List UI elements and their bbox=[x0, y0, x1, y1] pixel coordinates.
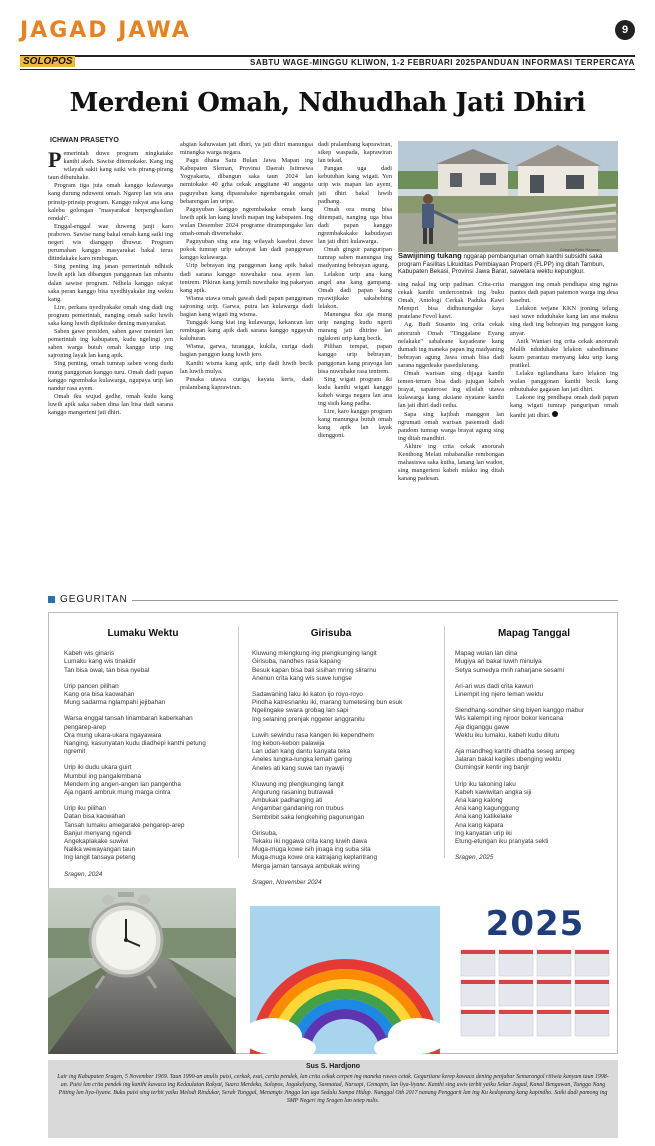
column-divider bbox=[444, 626, 445, 858]
alarm-clock-image bbox=[48, 888, 236, 1054]
poem-line: Angekaplakake suwiwi bbox=[64, 838, 129, 846]
paragraph: Lire, perkara nyediyakake omah sing dadi ing program pemerintah, nanging omah saiki luwih saka kang luwih dipikirake dening masyarakat. bbox=[48, 303, 173, 327]
issue-date: SABTU WAGE-MINGGU KLIWON, 1-2 FEBRUARI 2025 bbox=[250, 58, 476, 67]
stanza bbox=[64, 805, 222, 862]
poem-line: Muga-muga kowe ora katrajang keplantrang bbox=[252, 854, 378, 862]
stanza bbox=[252, 691, 410, 724]
alarm-clock-illustration bbox=[48, 888, 236, 1054]
stanza bbox=[64, 650, 222, 675]
poem-line: Ing langit tansaya peteng bbox=[64, 854, 136, 862]
paragraph: Saben gawe presiden, saben gawe menteri lan pemerintah ing kabupaten, kudu ngelingi yen saben warga butuh omah kanggo urip ing sajroning layak lan kang apik. bbox=[48, 328, 173, 360]
poem-line: Anenun crita kang wis suwe lungse bbox=[252, 674, 352, 682]
paragraph: Urip bebrayan ing panggonan kang apik bakal dadi sarana kanggo nuwuhake rasa ayem lan tentrem. Pikiran kang jernih nuwuhake ing pakaryan kang apik. bbox=[180, 262, 313, 294]
poem-line: Ing kebon-kebon palawija bbox=[252, 740, 325, 748]
page-number: 9 bbox=[615, 20, 635, 40]
poem-line: Kabeh kawiwitan angka siji bbox=[455, 788, 532, 796]
paragraph: sing nakal ing urip padinan. Crita-crita cekak kanthi undercontrak ing buku Omah, Antologi Cerkak Paduka Kawi Mempri bisa didhunungake kaya pratelane Fevol kawi. bbox=[398, 281, 504, 321]
poem-line: Ora mung ukara-ukara ngayawara bbox=[64, 731, 162, 739]
poem-line: Muga-muga kowe isih jinaga ing suba sita bbox=[252, 846, 371, 854]
paragraph: Sing penting, omah tumrap saben wong dudu mung panggonan kanggo turu. Omah dadi papan kanggo ngrembaka kulawarga, ngupaya urip lan nandur rasa ayem. bbox=[48, 360, 173, 392]
poem-line: Angurung rasaning butrawali bbox=[252, 789, 334, 797]
poem-line: Kluwung mlengkung ing plengkunging langit bbox=[252, 650, 377, 658]
poem-line: Mumbul ing pangalembana bbox=[64, 772, 142, 780]
poem-line: Mendem ing angen-angen lan pangentha bbox=[64, 780, 181, 788]
geguritan-section-header bbox=[48, 594, 618, 606]
paragraph: Lakone ing pendhapa omah dadi papan kang wigati tumrap panguripan omah kanthi jati dhiri. bbox=[510, 394, 618, 419]
poem-line: Warsa enggal tansah linambaran kaberkahan bbox=[64, 715, 193, 723]
paragraph: Omah ora mung bisa ditempati, nanging uga bisa dadi papan kanggo ngrembakakake kabudayan lan jati dhiri kulawarga. bbox=[318, 205, 392, 246]
end-of-article-icon bbox=[552, 411, 558, 417]
poem-line: Ing selaning prenjak nggeter anggranitu bbox=[252, 715, 365, 723]
poem-line: Angambar gandaning ron trubus bbox=[252, 805, 344, 813]
poem-title: Lumaku Wektu bbox=[107, 628, 179, 639]
poem-line: Kabeh wis ginaris bbox=[64, 650, 115, 658]
article-photo bbox=[398, 141, 618, 252]
stanza bbox=[455, 781, 613, 847]
poem-line: Wektu iku lumaku, kabeh kudu diluru bbox=[455, 731, 560, 739]
poem-line: Gumingsir kentir ing banjir bbox=[455, 764, 530, 772]
page-header bbox=[20, 12, 635, 74]
poem-line: Ana kang kagunggung bbox=[455, 805, 519, 813]
paragraph: Sapa sing kajibah manggon lan ngrumati omah warisan pasemudi dadi pandom tumrap warga brayat agung sing ing ditah mandhiri. bbox=[398, 410, 504, 442]
poem-line: Ngelingake swara grobag lan sapi bbox=[252, 707, 349, 715]
paragraph: Enggal-enggal wae duweng janji karo prabowo. Sawise nang bakal omah kang saiki ing negeri wis dianggep dhuwur. Program perumahan kanggo masyarakat bakal terus ditindakake karo rembugan. bbox=[48, 222, 173, 263]
solopos-logo: SOLOPOS bbox=[20, 56, 75, 67]
poem-lumaku-wektu bbox=[64, 630, 222, 879]
poem-line: Ana kang kapara bbox=[455, 821, 504, 829]
author-bio-box bbox=[48, 1060, 618, 1138]
drop-cap: P bbox=[48, 150, 62, 172]
calendar-year: 2025 bbox=[485, 904, 585, 944]
paragraph: Program tiga juta omah kanggo kulawarga kang durung nduweni omah. Ngarep lan wis ana prinsip-prinsip program. Kanggo rakyat ana kang kalebu golongan "masyarakat berpenghasilan rendah". bbox=[48, 182, 173, 222]
paragraph: Lire, karo kanggo program kang manungsa butuh omah kang apik lan layak dienggoni. bbox=[318, 408, 392, 440]
poem-line: Girisuba, nandhes rasa kapang bbox=[252, 658, 341, 666]
poem-line: Ana kang katikelake bbox=[455, 813, 513, 821]
section-title: JAGAD JAWA bbox=[20, 18, 191, 43]
paragraph: Pusaka utawa curiga, kayata keris, dadi pralambang kaprawiran. bbox=[180, 375, 313, 391]
article-column-5 bbox=[510, 281, 618, 581]
poem-line: Mugiya ari bakal luwih minulya bbox=[455, 658, 542, 666]
poem-line: Sembribit saka lengkehing pagunungan bbox=[252, 813, 365, 821]
article-column-4 bbox=[398, 281, 504, 581]
author-name: Sus S. Hardjono bbox=[305, 1063, 361, 1070]
poem-line: Ambukak padhanging ati bbox=[252, 797, 323, 805]
poem-line: pengarep-arep bbox=[64, 723, 106, 731]
poem-line: Kang ora bisa kaowahan bbox=[64, 691, 135, 699]
poem-line: Urip pancen pilihan bbox=[64, 682, 119, 690]
paragraph: Kanthi wisma kang apik, urip dadi luwih becik lan luwih mulya. bbox=[180, 359, 313, 375]
poem-title: Girisuba bbox=[310, 628, 352, 639]
paragraph: Lelakon urip ana kang angel ana kang gampang. Omah dadi papan kang nyawijikake sakabehing lelakon. bbox=[318, 270, 392, 310]
calendar-2025-image bbox=[455, 900, 615, 1050]
paragraph: Sing penting ing janan pemerintah ndhisik luwih apik lan dibangun panggonan lan mbantu dalan sawise program. Ndhela kanggo rakyat saka peran kanggo bisa nyedhiyakake ing wektu kang. bbox=[48, 263, 173, 303]
poem-line: Lumaku kang wis tinakdir bbox=[64, 658, 136, 666]
paragraph: Ag. Budi Susanto ing crita cekak anorurah Omah "Tinggalane Eyang nelakake" sabaleane kayadeane kang dumadi ing maneka papan ing madyaning bebrayan agung Jawa omah bisa dadi sarana nggedeake pasedulurang. bbox=[398, 321, 504, 369]
stanza bbox=[64, 764, 222, 797]
poem-line: Setya sumedya mrih raharjane sesami bbox=[455, 666, 565, 674]
article-headline: Merdeni Omah, Ndhudhah Jati Dhiri bbox=[69, 88, 586, 118]
stanza bbox=[64, 715, 222, 756]
stanza bbox=[455, 650, 613, 675]
article-column-1 bbox=[48, 150, 173, 580]
poem-line: Pindha katresnanku iki, marang tumetesing bun esuk bbox=[252, 699, 403, 707]
poem-line: Kluwung ing plengkunging langit bbox=[252, 780, 344, 788]
caption-text: nggarap pembangunan omah kanthi subsidhi saka program Fasilitas Likuiditas Pembiayaan Properti (FLPP) ing ditah Tambun, Kabupaten Bekasi, Provinsi Jawa Barat, sawetara wektu kepungkur. bbox=[398, 253, 605, 275]
stanza bbox=[252, 650, 410, 683]
poem-line: Merga jaman tansaya ambukak wiring bbox=[252, 862, 360, 870]
poem-line: Datan bisa kaowahan bbox=[64, 813, 126, 821]
paragraph: Pemerintah duwe program ningkatake kanthi akeh. Sawise ditemokake. Kang ing wilayah sakit kang saiki wis pirang-pirang taun dibutuhake. bbox=[48, 150, 173, 182]
poem-line: Urip iku pilihan bbox=[64, 805, 106, 813]
poem-girisuba bbox=[252, 630, 410, 887]
paragraph: abgian kahuwatan jati dhiri, ya jati dhiri manungsa minangka warga negara. bbox=[180, 141, 313, 157]
poem-line: Ana kang kalong bbox=[455, 797, 503, 805]
stanza bbox=[455, 683, 613, 699]
poem-line: Besuk kapan bisa bali sisihan mring slirarnu bbox=[252, 666, 377, 674]
poem-line: Nalika wewayangan taun bbox=[64, 846, 136, 854]
paragraph: Wisma, garwa, turangga, kukila, curiga dadi bagian panggon kang luwih jero. bbox=[180, 343, 313, 359]
paragraph: Lelaku ngilandhana karo lelakon ing wulan panggonan kanthi becik kang mbutuhake gagasan lan jati dhiri. bbox=[510, 370, 618, 394]
paragraph: Omah warisan sing dijaga kanthi temen-temen bisa dadi jujugan kabeh brayat, sapaterose ing silsilah utawa kulawarga kang aksiane nyatane kanthi lan jati dhiri dadi cetha. bbox=[398, 370, 504, 410]
poem-line: Aja nganti ambruk mung marga cintra bbox=[64, 789, 171, 797]
poem-line: Aja diganggu gawe bbox=[455, 723, 510, 731]
section-label: GEGURITAN bbox=[60, 594, 128, 605]
paragraph: manggon ing omah pendhapa sing ngiras pantes dadi papan patemon warga ing desa kasebut. bbox=[510, 281, 618, 305]
article-column-3 bbox=[318, 141, 392, 581]
poem-line: ngremit bbox=[64, 748, 86, 756]
poem-signature: Sragen, 2024 bbox=[64, 870, 103, 878]
poem-line: Wis kalempit ing njroor bokor kencana bbox=[455, 715, 564, 723]
poem-line: Aja mandheg kanthi dhadha seseg ampeg bbox=[455, 748, 575, 756]
paragraph: Sing wigati program iki kudu kanthi wigati kanggo kabeh warga negara lan ana ing sisih kang padha. bbox=[318, 375, 392, 407]
header-rule-bottom bbox=[20, 69, 635, 70]
author-bio: Lair ing Kabupaten Sragen, 5 November 1969. Taun 1990-an anulis puisi, cerkak, esai, cerita pendek, lan crita cekak cerpen ing maneka ruwes cetak. Geguritane kerep kawaca dening penjabar Semarangol ritiwia kanyam taun 1998-an. Puisi lan crita pendek ing kanthi kawaca ing Kedaulatan Rakyat, Suara Merdeka, Solopos, Jagakalyang, Sasmatad, Narsapi, Cemapin, lan liya-liyane. Kanthi sing uwis terbit yaiku Sekar Jagad, Kanal Bengawan, Tungga Nang Pitting lan liya-liyane. Buku puisi sing terbit yaiku Melodi Rindukar, Serah Tunggal, Menangis Jingga lan uga Sedalu Sampa Hidup. Nanggal Oth 2017 nanang Penggarit lan ing Ku kedopeang kang kapindho. Saiki dadi pamong ing SMP Negeri ing Sragen lan tetep nulis. bbox=[57, 1074, 609, 1104]
paragraph: Anik Wantari ing crita cekak anorurah Mulih nduduhake lelakon sabedhinane kaum perantau menyang laku urip kang pratikel. bbox=[510, 337, 618, 369]
poem-line: Sadawaning laku iki katon ijo royo-royo bbox=[252, 691, 363, 699]
photo-credit: Solopos/Tahir Rahman bbox=[560, 247, 601, 252]
paragraph: Manungsa iku aja mung urip nanging kudu ngerti marang jati dhirine lan nglakoni urip kang becik. bbox=[318, 310, 392, 343]
housing-construction-photo bbox=[398, 141, 618, 252]
poem-mapag-tanggal bbox=[455, 630, 613, 862]
section-square-icon bbox=[48, 596, 55, 603]
poem-line: Mapag wulan lan dina bbox=[455, 650, 518, 658]
poem-signature: Sragen, November 2024 bbox=[252, 878, 322, 886]
paragraph: Akhire ing crita cekak anorurah Kenthong Melati mbabaralke rembongan mahasiswa saka kutha, lanang lan wadon, sing mangerteni kabeh mlaku ing ditah kanang padesan. bbox=[398, 442, 504, 483]
section-rule bbox=[132, 600, 618, 601]
paragraph: Pilihan tempat, papan kanggo urip bebrayan, panggonan kang prayoga lan bisa nuwuhake rasa tentrem. bbox=[318, 343, 392, 375]
rainbow-illustration bbox=[250, 906, 440, 1054]
caption-title: Sawijining tukang bbox=[398, 251, 462, 260]
poem-line: Jalaran bakal kegiles ubenging wektu bbox=[455, 756, 562, 764]
poem-line: Lan udan kang dantu kanyata teka bbox=[252, 748, 351, 756]
poem-line: Luwih sewindu rasa kangen iki kependhem bbox=[252, 731, 374, 739]
poem-signature: Sragen, 2025 bbox=[455, 854, 494, 862]
stanza bbox=[252, 830, 410, 871]
poem-line: Ing kanyatan urip iki bbox=[455, 829, 512, 837]
poem-line: Slendhang-sondher sing biyen kanggo mabur bbox=[455, 707, 584, 715]
stanza bbox=[455, 707, 613, 740]
rainbow-image bbox=[250, 906, 440, 1054]
poem-line: Ari-ari wus dadi crita kawuri bbox=[455, 682, 534, 690]
paragraph: Pangan uga dadi kebutuhan kang wigati. Yen urip wis mapan lan ayem, jati dhiri bakal luwih padhang. bbox=[318, 165, 392, 205]
poem-line: Aneles lungka-lungka lemah garing bbox=[252, 756, 352, 764]
tagline: PANDUAN INFORMASI TERPERCAYA bbox=[475, 58, 635, 67]
paragraph: Lelakon wejane KKN jroning telung sasi suwe nduduhake kang lan ana makna sing dadi ing bebrayan ing panggon kang anyar. bbox=[510, 305, 618, 337]
poem-line: Urip iki dudu ukara guirt bbox=[64, 764, 132, 772]
paragraph: Wisma utawa omah gawah dadi papan panggonan sajroning urip. Garwa, putra lan kulawarga dadi bagian kang wigati ing wisma. bbox=[180, 294, 313, 318]
stanza bbox=[252, 732, 410, 773]
poem-line: Aneles ati kang suwe tan nyawiji bbox=[252, 764, 345, 772]
header-rule bbox=[20, 55, 635, 57]
stanza bbox=[64, 683, 222, 708]
paragraph: Pagu dhana Satu Bulan Jawa Mapan ing Kabupaten Sleman, Provinsi Daerah Istimewa Yogyakarta, dibangun saka taun 2024 lan nemtokake 40 grha cekak anggitane 40 anggota paguyuban kang dipasrahake ngembangake omah bebarengan lan uripe. bbox=[180, 157, 313, 205]
poem-line: Girisuba, bbox=[252, 829, 278, 837]
poem-line: Tansah lumaku amegarake pengarep-arep bbox=[64, 821, 185, 829]
byline: ICHWAN PRASETYO bbox=[50, 137, 119, 144]
poem-line: Linempit ing njero leman wektu bbox=[455, 691, 544, 699]
poem-line: Mung sadarma nglampahi jejibahan bbox=[64, 699, 166, 707]
paragraph: Tunggak kang kiat ing kulawarga, kekancan lan rembugan kang apik dadi sarana kanggo nggayuh kaluhuran. bbox=[180, 319, 313, 343]
poem-line: Nanging, kasunyatan kudu diadhepi kanthi petung bbox=[64, 740, 206, 748]
stanza bbox=[455, 748, 613, 773]
poem-title: Mapag Tanggal bbox=[497, 628, 571, 639]
stanza bbox=[252, 781, 410, 822]
poem-line: Etung-etungan iku pranyata sekti bbox=[455, 838, 549, 846]
paragraph: dadi pralambang kaprawiran, sikep waspada, kaprawiran lan tekad. bbox=[318, 141, 392, 165]
article-column-2 bbox=[180, 141, 313, 581]
poem-line: Banjur menyang ngendi bbox=[64, 829, 132, 837]
photo-caption bbox=[398, 252, 618, 276]
paragraph: Paguyuban sing ana ing wilayah kasebut duwe pokok tumrap urip sabrayat lan dadi panggonan kanggo kulawarga. bbox=[180, 238, 313, 262]
poem-line: Tan bisa owal, tan bisa nyebal bbox=[64, 666, 150, 674]
poem-line: Urip iku lakoning laku bbox=[455, 780, 516, 788]
paragraph: Omah gingsir panguripan tumrap saben manungsa ing madyaning bebrayan agung. bbox=[318, 246, 392, 270]
paragraph: Omah iku wujud gedhe, omah kudu kang luwih apik saka saben dina lan bisa dadi sarana kanggo mangerteni jati dhiri. bbox=[48, 392, 173, 416]
paragraph: Paguyuban kanggo ngrembakake omah kang luwih apik lan kang luwih mapan ing kabupaten. Ing wulan Desember 2024 programe dirampungake lan omah-omah diwenehake. bbox=[180, 205, 313, 238]
column-divider bbox=[238, 626, 239, 858]
poem-line: Tekaku iki nggawa crita kang luwih dawa bbox=[252, 838, 368, 846]
